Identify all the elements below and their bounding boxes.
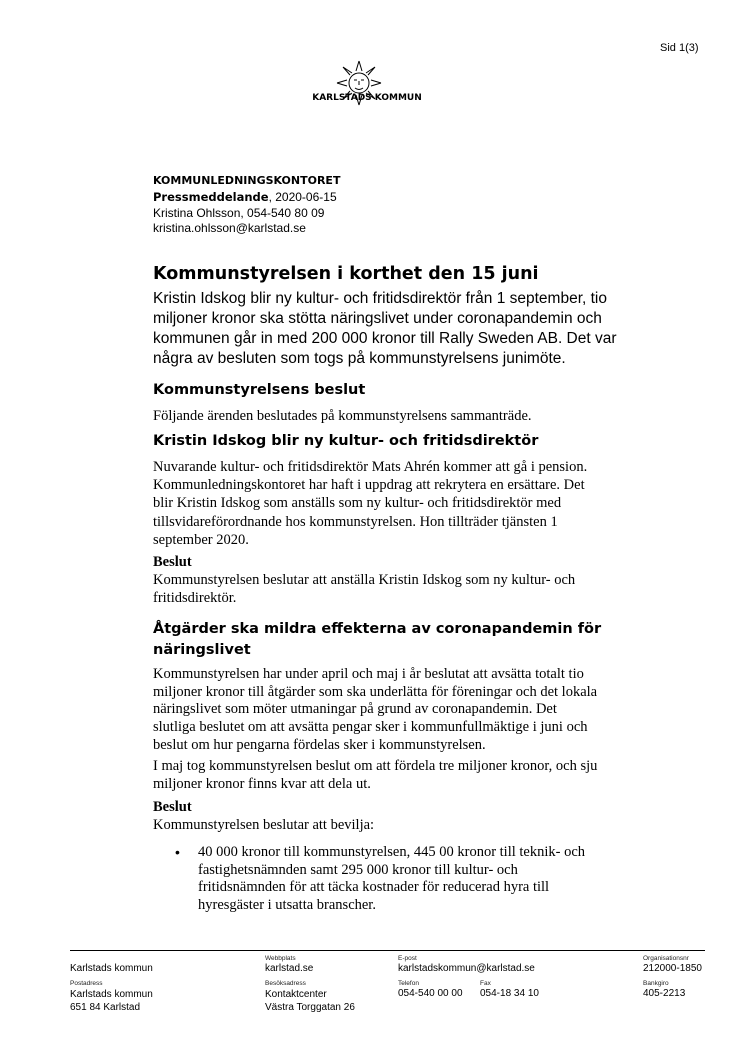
sun-logo-icon xyxy=(336,40,382,90)
section-text: I maj tog kommunstyrelsen beslut om att fördela tre miljoner kronor, och sju miljoner kronor finns kvar att dela ut. xyxy=(153,758,598,792)
section-heading: Kristin Idskog blir ny kultur- och fritidsdirektör xyxy=(153,433,539,449)
footer-post: Karlstads kommun 651 84 Karlstad xyxy=(70,989,153,1013)
footer-label: Besöksadress xyxy=(265,980,306,987)
page-number: Sid 1(3) xyxy=(660,42,699,54)
footer-visit: Kontaktcenter Västra Torggatan 26 xyxy=(265,989,355,1013)
section-text: Följande ärenden beslutades på kommunstyrelsens sammanträde. xyxy=(153,408,532,424)
logo-text: KARLSTADS KOMMUN xyxy=(312,93,422,103)
intro-paragraph: Kristin Idskog blir ny kultur- och fritidsdirektör från 1 september, tio miljoner kronor ska stötta näringslivet under coronapandemin och kommunen går in med 200 000 kronor till Rally Sweden AB. Det var några av besluten som togs på kommunstyrelsens junimöte. xyxy=(153,290,617,367)
bullet-icon: • xyxy=(175,844,180,860)
contact-email: kristina.ohlsson@karlstad.se xyxy=(153,221,306,235)
page-title: Kommunstyrelsen i korthet den 15 juni xyxy=(153,264,539,284)
footer-fax: 054-18 34 10 xyxy=(480,988,539,999)
footer-bankgiro: 405-2213 xyxy=(643,988,686,999)
footer-label: Bankgiro xyxy=(643,980,669,987)
decision-text: Kommunstyrelsen beslutar att anställa Kristin Idskog som ny kultur- och fritidsdirektör. xyxy=(153,572,576,607)
decision-label: Beslut xyxy=(153,799,192,815)
section-heading: Kommunstyrelsens beslut xyxy=(153,382,366,398)
doc-type: Pressmeddelande xyxy=(153,190,269,204)
section-heading: Åtgärder ska mildra effekterna av coronapandemin för näringslivet xyxy=(153,621,602,658)
footer-org: 212000-1850 xyxy=(643,963,702,974)
footer-label: E-post xyxy=(398,955,417,962)
contact: Kristina Ohlsson, 054-540 80 09 xyxy=(153,206,325,220)
doc-date: , 2020-06-15 xyxy=(268,190,337,204)
bullet-item: 40 000 kronor till kommunstyrelsen, 445 00 kronor till teknik- och fastighetsnämnden samt 295 000 kronor till kultur- och fritidsnämnden för att täcka kostnader för reducerad hyra till hyresgäster i utsatta branscher. xyxy=(198,844,586,914)
footer-label: Webbplats xyxy=(265,955,296,962)
footer-name: Karlstads kommun xyxy=(70,963,153,974)
footer-label: Fax xyxy=(480,980,491,987)
decision-label: Beslut xyxy=(153,554,192,570)
footer-label: Telefon xyxy=(398,980,419,987)
department: KOMMUNLEDNINGSKONTORET xyxy=(153,174,341,187)
section-text: Nuvarande kultur- och fritidsdirektör Mats Ahrén kommer att gå i pension. Kommunledningskontoret har haft i uppdrag att rekrytera en ersättare. Det blir Kristin Idskog som anställs som ny kultur- och fritidsdirektör med tillsvidareförordnande hos kommunstyrelsen. Hon tillträder tjänsten 1 september 2020. xyxy=(153,459,588,548)
footer-label: Postadress xyxy=(70,980,103,987)
footer-divider xyxy=(70,950,705,951)
doc-type-line xyxy=(153,190,337,206)
footer-phone: 054-540 00 00 xyxy=(398,988,463,999)
decision-text: Kommunstyrelsen beslutar att bevilja: xyxy=(153,817,375,833)
section-text: Kommunstyrelsen har under april och maj i år beslutat att avsätta totalt tio miljoner kronor till åtgärder som ska underlätta för föreningar och det lokala näringslivet som möter utmaningar på grund av coronapandemin. Det slutliga beslutet om att avsätta pengar sker i kommunfullmäktige i juni och beslut om hur pengarna fördelas sker i kommunstyrelsen. xyxy=(153,666,598,753)
footer-label: Organisationsnr xyxy=(643,955,689,962)
footer-email-link[interactable]: karlstadskommun@karlstad.se xyxy=(398,963,535,974)
footer-web-link[interactable]: karlstad.se xyxy=(265,963,314,974)
